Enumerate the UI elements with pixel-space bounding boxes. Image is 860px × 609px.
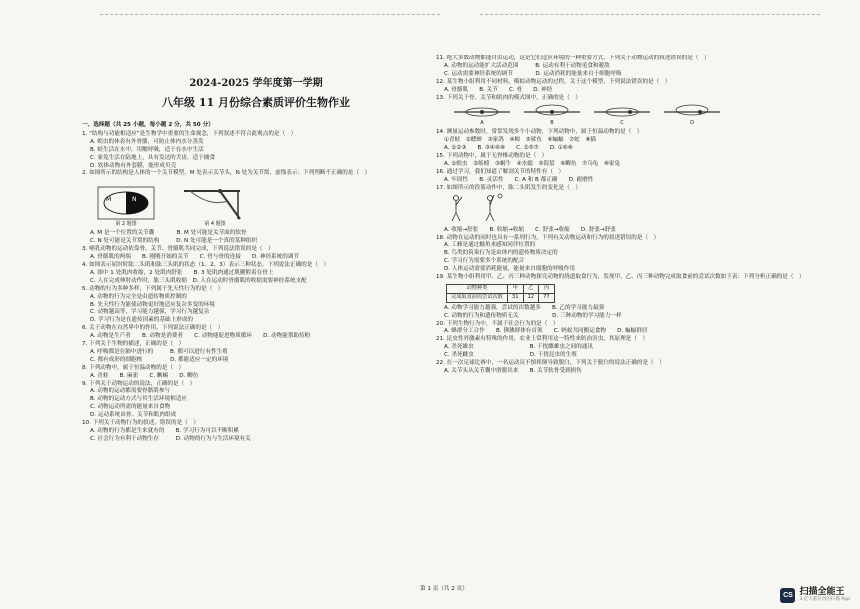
option-line: C. 杀死雌虫 D. 干扰昆虫的生殖: [444, 352, 577, 359]
scanner-logo-text: [799, 587, 850, 603]
option-line: B. 鸟类的筑巢行为是由体内的遗传物质决定的: [444, 250, 558, 257]
right-question-block-4: [436, 305, 828, 376]
arm-option-label: C: [620, 120, 624, 127]
scanner-name: 扫描全能王: [799, 587, 845, 597]
figure-2-caption: 第 2 题图: [115, 221, 137, 228]
bone-muscle-sketch: [592, 104, 652, 120]
right-question-block-3: [436, 235, 828, 282]
arm-model-diagram: [180, 181, 250, 221]
option-line: A. 图中 1 处肌肉收缩，2 处肌肉舒张 B. 3 处肌肉通过肌腱附着在骨上: [90, 269, 274, 276]
option-line: A. 关节头从关节囊中滑脱出来 B. 关节软骨受到损伤: [444, 368, 582, 374]
top-dash-right: [480, 14, 820, 16]
bone-muscle-sketch: [662, 104, 722, 120]
question-line: 8. 下列动物中，属于恒温动物的是（ ）: [82, 364, 185, 371]
option-line: C. 动物的行为和遗传物质无关 D. 三种动物的学习能力一样: [444, 312, 622, 319]
figure-2: [96, 185, 156, 228]
option-line: A. ①②③ B. ③④⑥⑧ C. ②⑤⑦ D. ①⑥⑧: [444, 145, 573, 152]
option-line: D. 人体运动需要消耗能量，能量来自细胞的呼吸作用: [444, 266, 575, 273]
arm-option-label: B: [550, 120, 554, 127]
left-column: [82, 55, 430, 444]
option-line: D. 学习行为是在遗传因素的基础上形成的: [90, 317, 193, 324]
option-line: C. 动物越高等，学习能力越强，学习行为越复杂: [90, 309, 210, 316]
question-17-options: A. 收缩→舒张 B. 收缩→收缩 C. 舒张→收缩 D. 舒张→舒张: [444, 226, 616, 233]
fig-label-n: N: [132, 196, 137, 204]
scanner-logo-icon: CS: [780, 588, 795, 603]
question-line: 18. 动物在运动的同时也具有一系列行为，下列有关动物运动和行为的叙述错误的是（ ）: [436, 234, 660, 241]
option-line: A. 骨骼肌的两端 B. 刚刚开始的关节 C. 骨与骨的连接 D. 神经系统的调节: [90, 254, 300, 261]
question-line: 14. 测量运动参数时，常常发现多个小动物，下列动物中，属于恒温动物的是（ ）: [436, 129, 643, 136]
option-line: A. 动物的行为完全是由遗传物质控制的: [90, 293, 187, 300]
option-line: C. N 处可能是关节窝的结构 D. N 处可能是一个真的某种组织: [90, 238, 258, 245]
option-line: A. 动物的运动能扩大活动范围 B. 运动有利于动物觅食和避敌: [444, 62, 610, 69]
option-line: A. 动物是生产者 B. 动物是消费者 C. 动物能促进物质循环 D. 动物能帮助传粉: [90, 333, 311, 340]
table-header-row: [447, 284, 555, 293]
top-dash-left: [100, 14, 440, 16]
question-line: 21. 昆虫性外激素有特殊的作用，农业上常利用这一特性来防治害虫，其原理是（ ）: [436, 336, 649, 343]
scanner-watermark: [780, 587, 850, 603]
exam-title: 八年级 11 月份综合素质评价生物作业: [162, 96, 350, 109]
question-line: 6. 关于动物在自然界中的作用，下列说法正确的是（ ）: [82, 325, 224, 332]
scanner-tagline: 3 亿人都在用的扫描 App: [799, 597, 850, 602]
arm-option-label: A: [480, 120, 484, 127]
question-line: 11. 绝大多数动物都能自由运动，这是它们适应环境的一种重要方式，下列关于动物运动的叙述错误的是（ ）: [436, 55, 710, 61]
option-line: A. 动物的行为都是生来就有的 B. 学习行为可以不断积累: [90, 428, 239, 434]
arm-option-label: D: [690, 120, 694, 127]
question-line: 3. 哺乳动物的运动依靠骨、关节、骨骼肌共同完成，下列说法错误的是（ ）: [82, 246, 274, 253]
option-line: C. 运动需要神经系统的调节 D. 运动消耗的能量来自于细胞呼吸: [444, 70, 622, 77]
option-line: A. 工蜂是通过触角来感知同伴位置的: [444, 242, 536, 249]
table-header-cell: 丙: [539, 284, 555, 293]
option-line: C. 学习行为需要多个系统的配合: [444, 258, 525, 265]
option-line: C. 人在完成伸肘动作时，肱三头肌收缩 D. 人在运动时骨骼肌的收缩需要神经系统支配: [90, 277, 307, 284]
bone-muscle-sketch: [452, 104, 512, 120]
table-cell: 完成取食前的尝试次数: [447, 293, 508, 302]
figure-4: [180, 181, 250, 228]
option-line: A. 动物的运动都需要骨骼肌参与: [90, 388, 171, 395]
arm-option-figure: [662, 104, 722, 127]
option-line: B. 蛙生活在水中，用鳃呼吸，适于在水中生活: [90, 146, 204, 153]
option-line: B. 动物的运动方式与其生活环境相适应: [90, 396, 187, 403]
question-line: 9. 下列关于动物运动的说法，正确的是（ ）: [82, 380, 196, 387]
option-line: D. 软体动物有外套膜，能形成贝壳: [90, 162, 177, 169]
figure-4-caption: 第 4 题图: [204, 221, 226, 228]
basketball-figure: [444, 193, 514, 223]
question-2-options: [82, 230, 430, 246]
figure-row: [96, 181, 430, 228]
option-line: A. 牢固性 B. 灵活性 C. A 和 B 都正确 D. 耐磨性: [444, 176, 594, 183]
left-question-block-2: [82, 246, 430, 444]
option-line: A. 蜂群分工合作 B. 狒狒群体有首领 C. 蚂蚁共同搬运食物 D. 蝙蝠群居: [444, 328, 648, 335]
right-column: [436, 55, 828, 376]
question-line: 10. 下列关于动物行为的叙述，错误的是（ ）: [82, 420, 199, 427]
arm-option-figure: [592, 104, 652, 127]
option-line: C. 动物运动所需的能量来自食物: [90, 404, 171, 411]
option-line: A. 杀死雄虫 B. 干扰雌雄虫之间的通讯: [444, 344, 593, 351]
option-line: A. 骨骼肌 B. 关节 C. 骨 D. 神经: [444, 86, 553, 93]
question-line: 16. 通过学习，我们知道了解剖关节的特性有（ ）: [436, 168, 565, 175]
question-line: 15. 下列动物中，属于无脊椎动物的是（ ）: [436, 153, 548, 160]
table-cell: 12: [523, 293, 539, 302]
left-question-block-1: [82, 131, 430, 171]
table-row: [447, 293, 555, 302]
option-line: C. 社会行为有利于动物生存 D. 动物的行为与生活环境有关: [90, 435, 251, 442]
option-line: D. 运动系统由骨、关节和肌肉组成: [90, 412, 177, 419]
arm-option-figure: [522, 104, 582, 127]
question-line: 20. 下列生物行为中，不属于社会行为的是（ ）: [436, 320, 559, 327]
option-line: A. M 是一个位置的关节囊 B. M 处可能是关节面的软骨: [90, 230, 247, 237]
option-line: A. 青蛙 B. 麻雀 C. 蜥蜴 D. 鲫鱼: [90, 372, 199, 379]
option-line: A. 动物学习能力越强，尝试的次数越多 B. 乙的学习能力最强: [444, 304, 605, 311]
option-line: A. ①蝗虫 ②蚯蚓 ③蜗牛 ④水螅 ⑤海蜇 ⑥鲫鱼 ⑦乌龟 ⑧家兔: [444, 161, 621, 168]
table-cell: 77: [539, 293, 555, 302]
option-line: C. 家兔生活在陆地上，具有发达的犬齿，适于捕食: [90, 154, 215, 161]
section-heading: 一、选择题（共 25 小题，每小题 2 分，共 50 分）: [82, 122, 214, 128]
question-line: 1. “结构与功能相适应”是生物学中重要的生命观念，下列叙述不符合此观点的是（ ）: [82, 130, 297, 137]
table-header-cell: 甲: [507, 284, 523, 293]
option-line: A. 呼吸都是在肺中进行的 B. 都可以进行有性生殖: [90, 348, 228, 355]
joint-diagram: [96, 185, 156, 221]
option-line: B. 先天性行为能使动物更好地适应复杂多变的环境: [90, 301, 215, 308]
right-question-block-2: [436, 129, 828, 192]
question-line: 7. 下列关于生物的描述，正确的是（ ）: [82, 341, 185, 348]
question-line: 19. 某生物小组利用甲、乙、丙三种动物探究动物的绕道取食行为，发现甲、乙、丙三种动物完成取食前的尝试次数如下表：下列分析正确的是（ ）: [436, 274, 805, 281]
question-2: 2. 如图所示的结构是人体的一个关节模型，M 处表示关节头，N 处为关节窝，虚线表示：下列判断不正确的是（ ）: [82, 170, 371, 177]
table-header-cell: 动物种类: [447, 284, 508, 293]
table-header-cell: 乙: [523, 284, 539, 293]
question-line: 22. 在一次足球比赛中，一名运动员不慎摔倒导致脱臼，下列关于脱臼的说法正确的是（ ）: [436, 360, 665, 367]
right-question-block-1: [436, 55, 828, 102]
option-line: C. 都有成形的细胞核 D. 都能适应一定的环境: [90, 356, 229, 363]
table-cell: 31: [507, 293, 523, 302]
question-line: ①青蛙 ②蟋蟀 ③家鸽 ④鲸 ⑤鲨鱼 ⑥蝙蝠 ⑦蛇 ⑧猫: [444, 137, 596, 144]
arm-option-figure: [452, 104, 512, 127]
bone-muscle-sketch: [522, 104, 582, 120]
question-line: 17. 如图所示的投篮动作中，肱二头肌发生的变化是（ ）: [436, 184, 581, 191]
question-line: 12. 某生物小组利用不同材料，模拟动物运动的过程，关于这个模型，下列说法错误的是（ ）: [436, 78, 671, 85]
option-line: A. 蝗虫的体表有外骨骼，可防止体内水分蒸发: [90, 138, 204, 145]
fig-label-m: M: [106, 196, 112, 204]
question-line: 5. 动物的行为多种多样，下列属于先天性行为的是（ ）: [82, 285, 224, 292]
question-line: 4. 如图表示屈肘时肱二头肌和肱三头肌的状态（1、2、3）表示三种状态，下列说法正确的是（ ）: [82, 261, 330, 268]
page-number: 第 1 页（共 2 页）: [420, 586, 468, 592]
school-year: 2024-2025 学年度第一学期: [189, 78, 323, 89]
question-line: 13. 下列关于骨、关节和肌肉的模式图中，正确的是（ ）: [436, 94, 581, 101]
trial-count-table: [446, 284, 555, 303]
arm-figures: [452, 104, 828, 127]
